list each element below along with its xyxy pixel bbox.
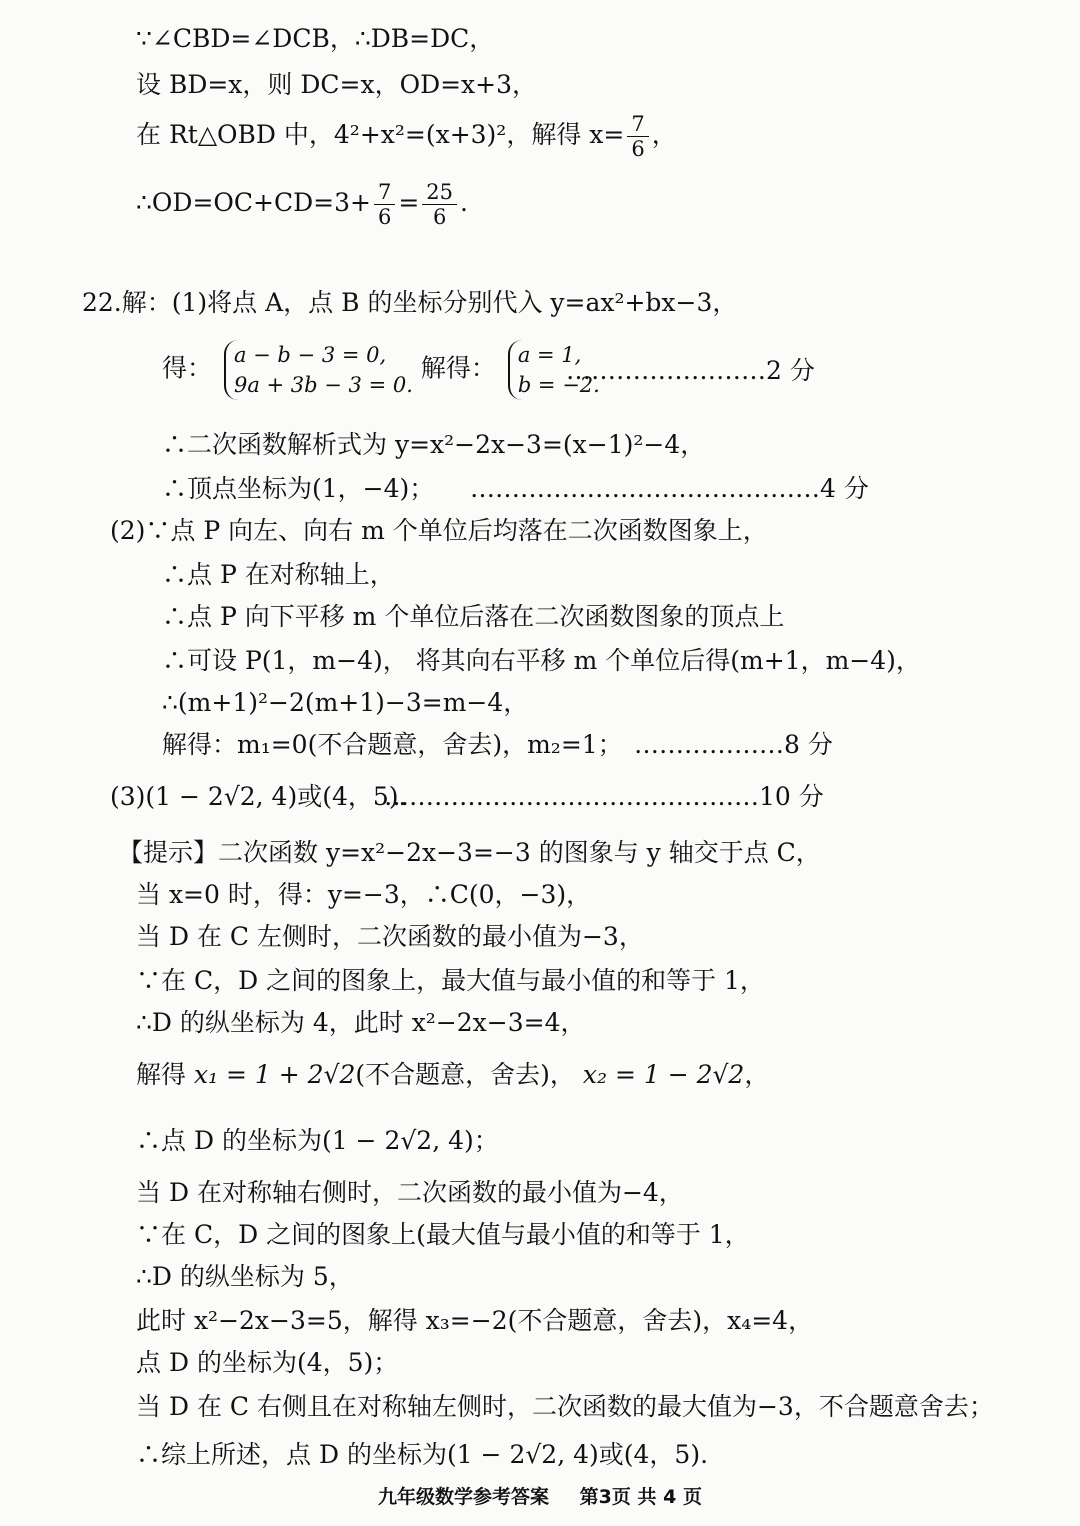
text-line: 此时 x²−2x−3=5，解得 x₃=−2(不合题意，舍去)，x₄=4， bbox=[136, 1306, 814, 1335]
text-line: ∴顶点坐标为(1，−4)； bbox=[162, 474, 435, 503]
fraction: $\frac{25}{6}$ bbox=[422, 180, 457, 229]
page-footer bbox=[0, 1482, 1080, 1509]
text-segment: ∴点 D 的坐标为 bbox=[136, 1126, 322, 1155]
equation-system-line bbox=[162, 340, 600, 400]
solution-system: a = 1, b = −2. bbox=[508, 340, 600, 400]
fraction: $\frac{7}{6}$ bbox=[627, 112, 648, 161]
text-line bbox=[136, 1058, 769, 1092]
math-point: (1 − 2√2, 4) bbox=[321, 1126, 474, 1155]
text-segment: 解得： bbox=[420, 353, 496, 383]
text-segment: = bbox=[398, 188, 420, 217]
score-mark: ………………8 分 bbox=[634, 730, 833, 759]
text-line: ∴D 的纵坐标为 5， bbox=[136, 1262, 354, 1291]
text-line: (2)∵点 P 向左、向右 m 个单位后均落在二次函数图象上， bbox=[110, 516, 768, 545]
question-22-header: 22.解：(1)将点 A，点 B 的坐标分别代入 y=ax²+bx−3， bbox=[82, 288, 738, 317]
math-point: (1 − 2√2, 4) bbox=[446, 1440, 599, 1469]
text-segment: . bbox=[460, 188, 468, 217]
text-line: ∴二次函数解析式为 y=x²−2x−3=(x−1)²−4， bbox=[162, 430, 706, 459]
text-segment: 得： bbox=[162, 353, 213, 383]
text-line: 当 x=0 时，得：y=−3，∴C(0，−3)， bbox=[136, 880, 592, 909]
text-line: ∴点 P 向下平移 m 个单位后落在二次函数图象的顶点上 bbox=[162, 602, 785, 631]
page-number: 第3页 共 4 页 bbox=[579, 1486, 702, 1508]
text-line bbox=[136, 180, 468, 229]
text-line: 当 D 在对称轴右侧时，二次函数的最小值为−4， bbox=[136, 1178, 684, 1207]
text-segment: 解得 bbox=[136, 1060, 187, 1089]
text-segment: ∴OD=OC+CD=3+ bbox=[136, 188, 371, 217]
text-line: 解得：m₁=0(不合题意，舍去)，m₂=1； bbox=[162, 730, 623, 759]
math-expression: x₁ = 1 + 2√2 bbox=[193, 1060, 356, 1089]
text-line: 当 D 在 C 左侧时，二次函数的最小值为−3， bbox=[136, 922, 644, 951]
fraction: $\frac{7}{6}$ bbox=[374, 180, 395, 229]
math-expression: x₂ = 1 − 2√2 bbox=[582, 1060, 745, 1089]
text-segment: ； bbox=[473, 1126, 499, 1155]
score-mark: ……………………………………4 分 bbox=[470, 474, 869, 503]
text-line: ∴可设 P(1，m−4)， 将其向右平移 m 个单位后得(m+1，m−4)， bbox=[162, 646, 921, 675]
text-line: ∵在 C，D 之间的图象上(最大值与最小值的和等于 1， bbox=[136, 1220, 750, 1249]
score-mark: ……………………2 分 bbox=[566, 356, 815, 385]
text-segment: ， bbox=[651, 120, 677, 149]
text-line: ∴D 的纵坐标为 4，此时 x²−2x−3=4， bbox=[136, 1008, 586, 1037]
text-line bbox=[136, 1438, 708, 1472]
text-segment: 在 Rt△OBD 中，4²+x²=(x+3)²，解得 x= bbox=[136, 120, 625, 149]
text-line: ∴点 P 在对称轴上， bbox=[162, 560, 395, 589]
math-point: (1 − 2√2, 4) bbox=[145, 782, 298, 811]
text-line bbox=[136, 1124, 499, 1158]
text-line bbox=[136, 112, 677, 161]
score-mark: ………………………………………10 分 bbox=[384, 782, 824, 811]
footer-title: 九年级数学参考答案 bbox=[378, 1486, 550, 1508]
text-segment: ∴综上所述，点 D 的坐标为 bbox=[136, 1440, 447, 1469]
text-line: 点 D 的坐标为(4，5)； bbox=[136, 1348, 399, 1377]
text-line: ∴(m+1)²−2(m+1)−3=m−4， bbox=[162, 688, 529, 717]
text-line: 设 BD=x，则 DC=x，OD=x+3， bbox=[136, 70, 538, 99]
equation-system: a − b − 3 = 0, 9a + 3b − 3 = 0. bbox=[224, 340, 413, 400]
text-line bbox=[110, 780, 406, 814]
text-segment: (不合题意，舍去)， bbox=[355, 1060, 575, 1089]
text-segment: 或(4，5). bbox=[598, 1440, 709, 1469]
text-line: ∵∠CBD=∠DCB，∴DB=DC， bbox=[136, 24, 495, 53]
text-segment: ， bbox=[744, 1060, 770, 1089]
text-line: 当 D 在 C 右侧且在对称轴左侧时，二次函数的最大值为−3，不合题意舍去； bbox=[136, 1392, 994, 1421]
text-line: ∵在 C，D 之间的图象上，最大值与最小值的和等于 1， bbox=[136, 966, 765, 995]
hint-line: 【提示】二次函数 y=x²−2x−3=−3 的图象与 y 轴交于点 C， bbox=[118, 838, 821, 867]
text-segment: 或(4，5). bbox=[297, 782, 407, 811]
text-segment: (3) bbox=[110, 782, 146, 811]
